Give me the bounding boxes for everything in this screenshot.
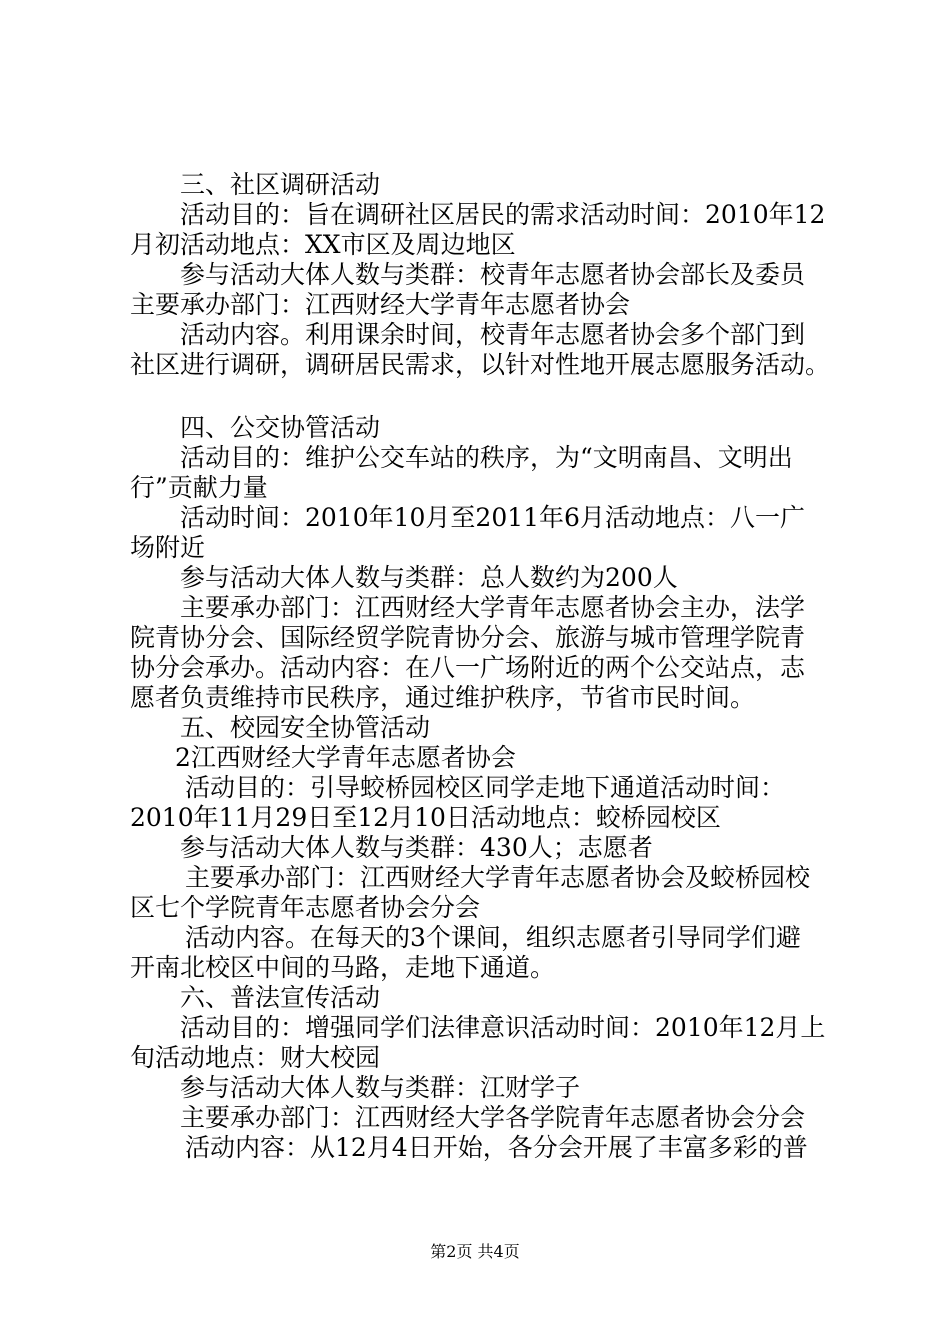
paragraph-line: 主要承办部门：江西财经大学青年志愿者协会主办，法学 [180, 593, 806, 622]
paragraph-line: 2010年11月29日至12月10日活动地点：蛟桥园校区 [130, 803, 721, 832]
section-heading-campus-safety: 五、校园安全协管活动 [180, 713, 431, 742]
paragraph-line: 社区进行调研，调研居民需求，以针对性地开展志愿服务活动。 [130, 350, 831, 379]
paragraph-line: 协分会承办。活动内容：在八一广场附近的两个公交站点，志 [130, 653, 806, 682]
paragraph-line: 活动目的：增强同学们法律意识活动时间：2010年12月上 [180, 1013, 826, 1042]
page-footer: 第2页 共4页 [430, 1242, 520, 1261]
paragraph-line: 活动内容。在每天的3个课间，组织志愿者引导同学们避 [185, 923, 801, 952]
section-heading-law-promotion: 六、普法宣传活动 [180, 983, 381, 1012]
paragraph-line: 活动内容：从12月4日开始，各分会开展了丰富多彩的普 [185, 1133, 808, 1162]
paragraph-line: 活动时间：2010年10月至2011年6月活动地点：八一广 [180, 503, 805, 532]
paragraph-line: 参与活动大体人数与类群：430人；志愿者 [180, 833, 653, 862]
paragraph-line: 主要承办部门：江西财经大学青年志愿者协会 [130, 290, 631, 319]
section-heading-bus-assistance: 四、公交协管活动 [180, 413, 381, 442]
paragraph-line: 活动内容。利用课余时间，校青年志愿者协会多个部门到 [180, 320, 806, 349]
paragraph-line: 行”贡献力量 [130, 473, 268, 502]
paragraph-line: 旬活动地点：财大校园 [130, 1043, 381, 1072]
paragraph-line: 活动目的：引导蛟桥园校区同学走地下通道活动时间： [185, 773, 786, 802]
paragraph-line: 愿者负责维持市民秩序，通过维护秩序，节省市民时间。 [130, 683, 756, 712]
paragraph-line: 区七个学院青年志愿者协会分会 [130, 893, 481, 922]
paragraph-line: 院青协分会、国际经贸学院青协分会、旅游与城市管理学院青 [130, 623, 806, 652]
paragraph-line: 场附近 [130, 533, 206, 562]
paragraph-line: 活动目的：维护公交车站的秩序，为“文明南昌、文明出 [180, 443, 793, 472]
paragraph-line: 月初活动地点：XX市区及周边地区 [130, 230, 516, 259]
paragraph-line: 主要承办部门：江西财经大学各学院青年志愿者协会分会 [180, 1103, 806, 1132]
paragraph-line: 开南北校区中间的马路，走地下通道。 [130, 953, 556, 982]
section-heading-community-research: 三、社区调研活动 [180, 170, 381, 199]
paragraph-line: 2江西财经大学青年志愿者协会 [175, 743, 516, 772]
paragraph-gap [130, 380, 835, 413]
document-body [130, 170, 835, 1163]
paragraph-line: 参与活动大体人数与类群：江财学子 [180, 1073, 581, 1102]
paragraph-line: 主要承办部门：江西财经大学青年志愿者协会及蛟桥园校 [185, 863, 811, 892]
paragraph-line: 参与活动大体人数与类群：总人数约为200人 [180, 563, 678, 592]
paragraph-line: 活动目的：旨在调研社区居民的需求活动时间：2010年12 [180, 200, 826, 229]
paragraph-line: 参与活动大体人数与类群：校青年志愿者协会部长及委员 [180, 260, 806, 289]
